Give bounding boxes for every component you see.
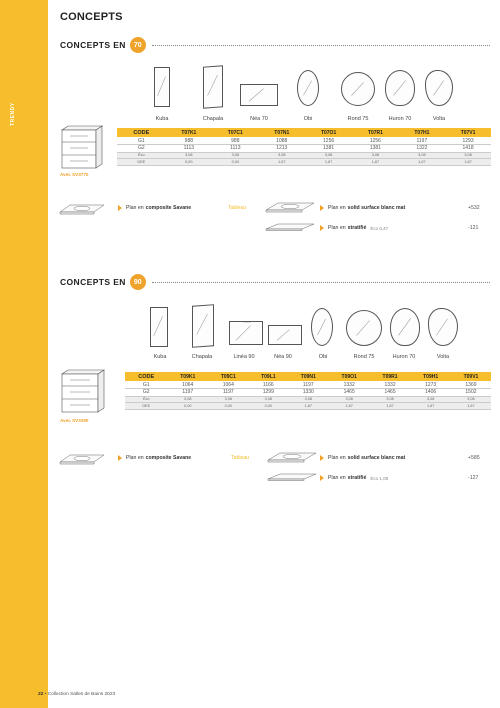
table-cell: 1332 xyxy=(329,381,370,389)
mirror-label: Rond 75 xyxy=(353,354,375,360)
basin-drawing xyxy=(262,198,318,216)
plan-composite xyxy=(118,205,193,211)
table-cell: 3,08 xyxy=(212,152,258,159)
arrow-right-icon xyxy=(320,455,324,461)
table-cell: 1299 xyxy=(249,389,288,397)
table-cell: 1322 xyxy=(399,145,445,153)
table-cell: 3,08 xyxy=(259,152,305,159)
table-header-cell: CODE xyxy=(117,128,166,137)
table-cell: 1293 xyxy=(445,137,491,145)
mirror-label: Obi xyxy=(318,354,328,360)
table-cell: 1256 xyxy=(305,137,352,145)
cabinet-drawing-90 xyxy=(56,366,108,418)
table-header-cell: T09K1 xyxy=(167,372,208,381)
mirror-obi xyxy=(297,70,319,106)
cabinet-drawing-70 xyxy=(56,122,106,172)
table-cell: 3,08 xyxy=(370,396,411,403)
table-row xyxy=(117,137,491,145)
table-header-cell: T07N1 xyxy=(259,128,305,137)
dotted-rule xyxy=(152,45,490,46)
mirror-kuba xyxy=(154,67,170,107)
table-cell: 1197 xyxy=(288,381,329,389)
table-cell: 1,67 xyxy=(259,159,305,166)
table-cell: 1197 xyxy=(167,389,208,397)
table-cell: 1113 xyxy=(212,145,258,153)
row-label: Éco xyxy=(125,396,167,403)
table-cell: 1465 xyxy=(329,389,370,397)
mirror-nea-90 xyxy=(268,325,302,345)
row-label: G1 xyxy=(117,137,166,145)
mirror-chapala xyxy=(192,304,214,348)
table-cell: 3,08 xyxy=(445,152,491,159)
table-cell: 0,00 xyxy=(249,403,288,410)
plan-price: -121 xyxy=(468,225,479,231)
sidebar-band xyxy=(0,0,48,708)
mirror-volta xyxy=(428,308,458,346)
mirror-rond-75 xyxy=(346,310,382,346)
row-label: G1 xyxy=(125,381,167,389)
table-cell: 0,00 xyxy=(167,403,208,410)
basin-drawing xyxy=(56,450,108,468)
mirror-label: Volta xyxy=(432,116,446,122)
plan-solid-surface xyxy=(320,455,407,461)
plan-solid-surface xyxy=(320,205,407,211)
price-table-70 xyxy=(117,128,491,166)
mirror-label: Chapala xyxy=(191,354,213,360)
table-cell: 1465 xyxy=(370,389,411,397)
table-cell: 1088 xyxy=(259,137,305,145)
table-cell: 1273 xyxy=(410,381,451,389)
page-footer xyxy=(38,692,115,697)
mirror-kuba xyxy=(150,307,168,347)
table-row xyxy=(125,381,491,389)
row-label: DEE xyxy=(117,159,166,166)
arrow-right-icon xyxy=(118,455,122,461)
table-cell: 1213 xyxy=(259,145,305,153)
cabinet-caption: Avec SV3390 xyxy=(60,418,89,423)
sidebar-label: TRENDY xyxy=(10,102,16,126)
page-number: 22 xyxy=(38,692,44,697)
worktop-drawing xyxy=(264,472,320,482)
table-cell: 1,67 xyxy=(370,403,411,410)
table-cell: 3,08 xyxy=(399,152,445,159)
table-header-cell: T09N1 xyxy=(288,372,329,381)
mirror-linea-90 xyxy=(229,321,263,345)
table-cell: 1166 xyxy=(249,381,288,389)
mirror-label: Kuba xyxy=(153,354,167,360)
table-cell: 0,00 xyxy=(166,159,212,166)
table-header-cell: T07R1 xyxy=(352,128,398,137)
plan-prefix: Plan en xyxy=(126,205,144,211)
table-header-cell: T09C1 xyxy=(208,372,249,381)
arrow-right-icon xyxy=(320,225,324,231)
plan-price: +532 xyxy=(468,205,480,211)
dotted-rule xyxy=(152,282,490,283)
plan-price: +585 xyxy=(468,455,480,461)
section-title: CONCEPTS EN xyxy=(60,277,126,287)
table-header-cell: T09H1 xyxy=(410,372,451,381)
plan-material: stratifié xyxy=(347,475,367,481)
table-cell: 3,08 xyxy=(305,152,352,159)
table-cell: 1369 xyxy=(451,381,491,389)
mirror-chapala xyxy=(203,65,223,108)
plan-prefix: Plan en xyxy=(126,455,144,461)
table-cell: 1113 xyxy=(166,145,212,153)
mirror-label: Obi xyxy=(303,116,313,122)
mirror-obi xyxy=(311,308,333,346)
table-cell: 1381 xyxy=(305,145,352,153)
mirror-label: Kuba xyxy=(155,116,169,122)
table-cell: 1197 xyxy=(208,389,249,397)
arrow-right-icon xyxy=(320,475,324,481)
table-cell: 1406 xyxy=(410,389,451,397)
table-cell: 1,67 xyxy=(305,159,352,166)
plan-material: solid surface blanc mat xyxy=(347,205,406,211)
table-header-cell: T09R1 xyxy=(370,372,411,381)
price-table-90 xyxy=(125,372,491,410)
table-cell: 1330 xyxy=(288,389,329,397)
mirror-volta xyxy=(425,70,453,106)
plan-material: stratifié xyxy=(347,225,367,231)
arrow-right-icon xyxy=(118,205,122,211)
row-label: G2 xyxy=(125,389,167,397)
table-cell: 1502 xyxy=(451,389,491,397)
table-cell: 3,08 xyxy=(208,396,249,403)
row-label: DEE xyxy=(125,403,167,410)
plan-eco: Éco 1,08 xyxy=(370,475,389,481)
section-title: CONCEPTS EN xyxy=(60,40,126,50)
mirror-huron-70 xyxy=(385,70,415,106)
table-cell: 3,08 xyxy=(249,396,288,403)
basin-drawing xyxy=(56,200,108,218)
mirror-label: Huron 70 xyxy=(392,354,416,360)
table-cell: 0,00 xyxy=(208,403,249,410)
plan-material: solid surface blanc mat xyxy=(347,455,406,461)
mirror-label: Huron 70 xyxy=(388,116,412,122)
mirror-label: Chapala xyxy=(202,116,224,122)
mirror-label: Linéa 90 xyxy=(233,354,255,360)
table-cell: 988 xyxy=(212,137,258,145)
table-cell: 1,67 xyxy=(352,159,398,166)
mirror-label: Néa 70 xyxy=(250,116,268,122)
table-header-row xyxy=(125,372,491,381)
table-cell: 3,08 xyxy=(329,396,370,403)
page-title: CONCEPTS xyxy=(60,11,123,23)
table-row xyxy=(125,403,491,410)
plan-material: composite Savane xyxy=(145,205,192,211)
section-badge: 70 xyxy=(130,37,146,53)
table-cell: 1197 xyxy=(399,137,445,145)
table-cell: 1,67 xyxy=(410,403,451,410)
plan-price: -127 xyxy=(468,475,479,481)
section-badge: 90 xyxy=(130,274,146,290)
table-cell: 1,67 xyxy=(451,403,491,410)
table-cell: 3,08 xyxy=(166,152,212,159)
plan-eco: Éco 0,47 xyxy=(370,225,389,231)
mirror-label: Néa 90 xyxy=(274,354,292,360)
arrow-right-icon xyxy=(320,205,324,211)
worktop-drawing xyxy=(262,222,318,232)
table-header-cell: T07H1 xyxy=(399,128,445,137)
plan-composite xyxy=(118,455,193,461)
table-header-cell: T09L1 xyxy=(249,372,288,381)
table-header-cell: T07V1 xyxy=(445,128,491,137)
table-cell: 3,08 xyxy=(167,396,208,403)
plan-stratifie xyxy=(320,225,388,231)
table-cell: 3,08 xyxy=(288,396,329,403)
table-cell: 1,67 xyxy=(445,159,491,166)
table-cell: 3,08 xyxy=(451,396,491,403)
footer-bullet: • xyxy=(44,692,48,697)
table-cell: 1332 xyxy=(370,381,411,389)
mirror-huron-70 xyxy=(390,308,420,346)
table-cell: 3,08 xyxy=(410,396,451,403)
table-header-cell: T07O1 xyxy=(305,128,352,137)
table-cell: 988 xyxy=(166,137,212,145)
table-header-cell: T09O1 xyxy=(329,372,370,381)
plan-tag: Tableau xyxy=(228,205,247,211)
table-header-cell: CODE xyxy=(125,372,167,381)
mirror-label: Rond 75 xyxy=(347,116,369,122)
table-cell: 1064 xyxy=(167,381,208,389)
table-header-row xyxy=(117,128,491,137)
table-header-cell: T09V1 xyxy=(451,372,491,381)
cabinet-caption: Avec SV3770 xyxy=(60,172,89,177)
table-row xyxy=(117,159,491,166)
table-header-cell: T07C1 xyxy=(212,128,258,137)
table-cell: 0,00 xyxy=(212,159,258,166)
plan-tag: Tableau xyxy=(231,455,250,461)
table-cell: 1381 xyxy=(352,145,398,153)
footer-text: Collection Salles de Bains 2023 xyxy=(47,692,116,697)
table-cell: 1,67 xyxy=(288,403,329,410)
plan-stratifie xyxy=(320,475,388,481)
mirror-nea-70 xyxy=(240,84,278,106)
plan-prefix: Plan en xyxy=(328,455,346,461)
table-header-cell: T07K1 xyxy=(166,128,212,137)
mirror-rond-75 xyxy=(341,72,375,106)
plan-prefix: Plan en xyxy=(328,225,346,231)
row-label: G2 xyxy=(117,145,166,153)
table-row xyxy=(125,389,491,397)
row-label: Éco xyxy=(117,152,166,159)
section-header-90 xyxy=(60,273,490,291)
plan-prefix: Plan en xyxy=(328,205,346,211)
table-cell: 1418 xyxy=(445,145,491,153)
table-cell: 1256 xyxy=(352,137,398,145)
section-header-70 xyxy=(60,36,490,54)
table-cell: 1064 xyxy=(208,381,249,389)
table-cell: 3,08 xyxy=(352,152,398,159)
table-row xyxy=(117,145,491,153)
plan-material: composite Savane xyxy=(145,455,192,461)
table-cell: 1,67 xyxy=(329,403,370,410)
plan-prefix: Plan en xyxy=(328,475,346,481)
table-cell: 1,67 xyxy=(399,159,445,166)
basin-drawing xyxy=(264,448,320,466)
mirror-label: Volta xyxy=(436,354,450,360)
